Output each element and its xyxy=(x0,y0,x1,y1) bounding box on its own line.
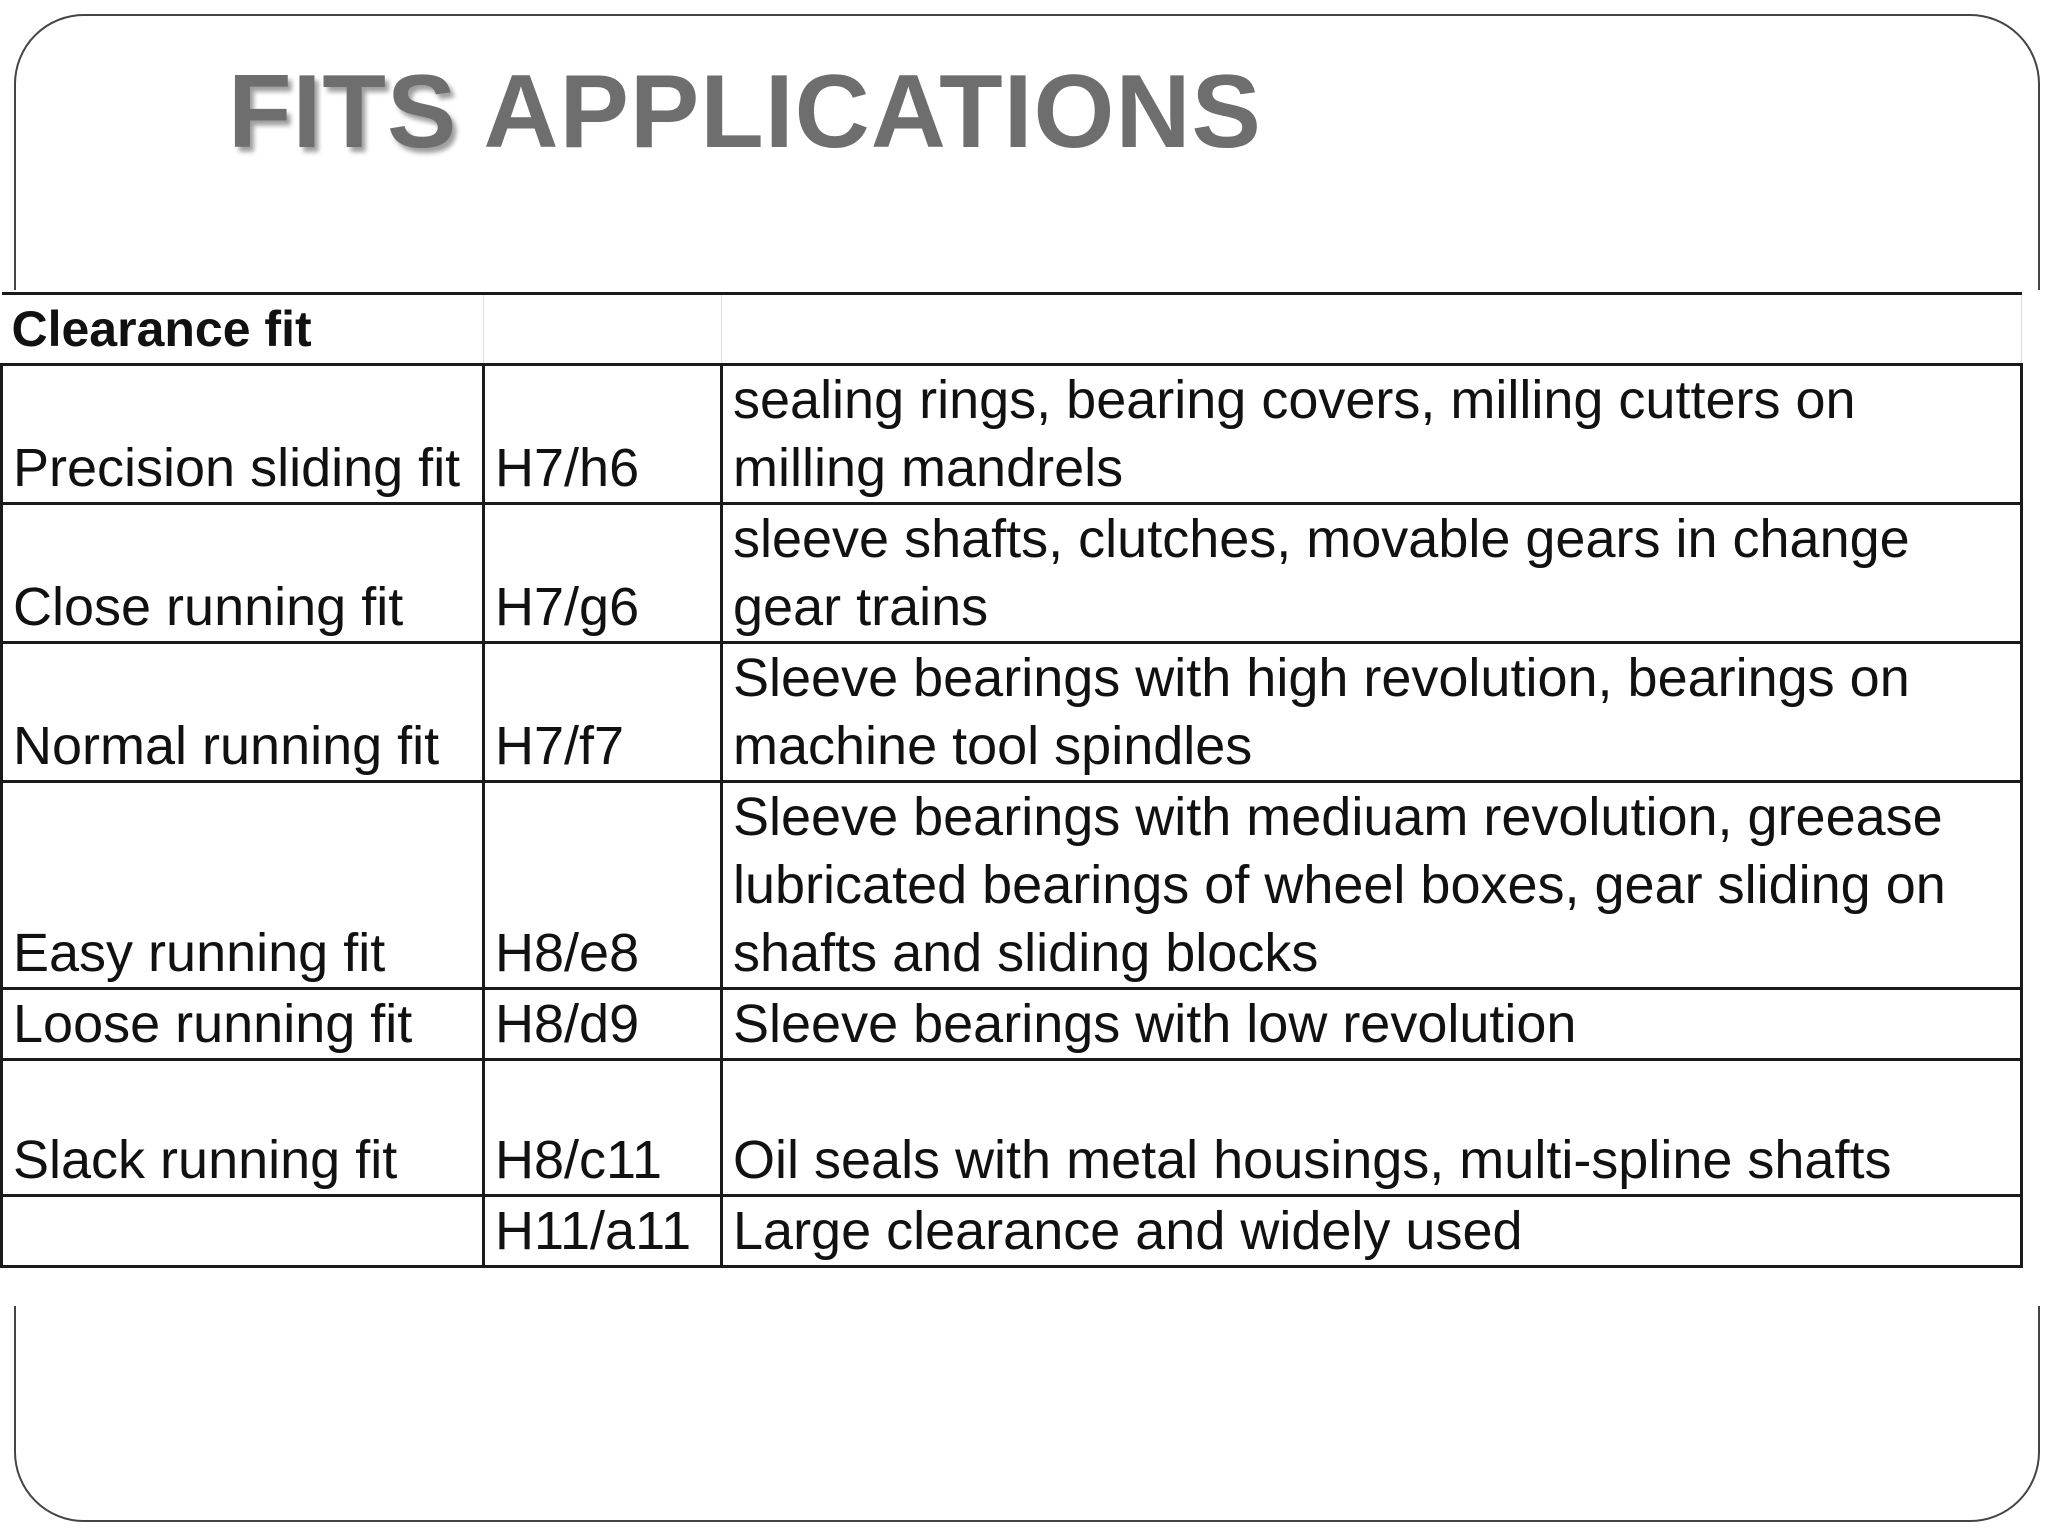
fit-application-cell: sleeve shafts, clutches, movable gears in change gear trains xyxy=(722,504,2022,643)
fit-application-cell: Sleeve bearings with high revolution, bearings on machine tool spindles xyxy=(722,643,2022,782)
fit-name-cell: Loose running fit xyxy=(2,989,484,1060)
fit-name-cell xyxy=(2,1196,484,1267)
fit-code-cell: H8/e8 xyxy=(484,782,722,989)
title-fits: FITS xyxy=(228,54,458,170)
table-row xyxy=(2,782,2022,989)
fits-table xyxy=(0,292,2023,1268)
fit-name-cell: Close running fit xyxy=(2,504,484,643)
section-header-row xyxy=(2,294,2022,365)
fit-application-cell: Oil seals with metal housings, multi-spline shafts xyxy=(722,1060,2022,1196)
fit-code-cell: H8/d9 xyxy=(484,989,722,1060)
table-row xyxy=(2,1196,2022,1267)
table-row xyxy=(2,1060,2022,1196)
slide-title xyxy=(228,52,1262,172)
fit-name-cell: Precision sliding fit xyxy=(2,365,484,504)
fit-name-cell: Slack running fit xyxy=(2,1060,484,1196)
fit-application-cell: Sleeve bearings with mediuam revolution, greease lubricated bearings of wheel boxes, gear sliding on shafts and sliding blocks xyxy=(722,782,2022,989)
section-header-cell: Clearance fit xyxy=(2,294,484,365)
fit-code-cell: H11/a11 xyxy=(484,1196,722,1267)
fit-application-cell: Sleeve bearings with low revolution xyxy=(722,989,2022,1060)
fit-code-cell: H7/h6 xyxy=(484,365,722,504)
section-header-empty-cell xyxy=(484,294,722,365)
fit-code-cell: H8/c11 xyxy=(484,1060,722,1196)
fit-application-cell: Large clearance and widely used xyxy=(722,1196,2022,1267)
fit-application-cell: sealing rings, bearing covers, milling cutters on milling mandrels xyxy=(722,365,2022,504)
fit-name-cell: Easy running fit xyxy=(2,782,484,989)
section-header-empty-cell xyxy=(722,294,2022,365)
table-row xyxy=(2,989,2022,1060)
table-row xyxy=(2,504,2022,643)
fit-code-cell: H7/f7 xyxy=(484,643,722,782)
title-applications: APPLICATIONS xyxy=(483,54,1262,170)
fit-code-cell: H7/g6 xyxy=(484,504,722,643)
fit-name-cell: Normal running fit xyxy=(2,643,484,782)
table-row xyxy=(2,643,2022,782)
table-row xyxy=(2,365,2022,504)
